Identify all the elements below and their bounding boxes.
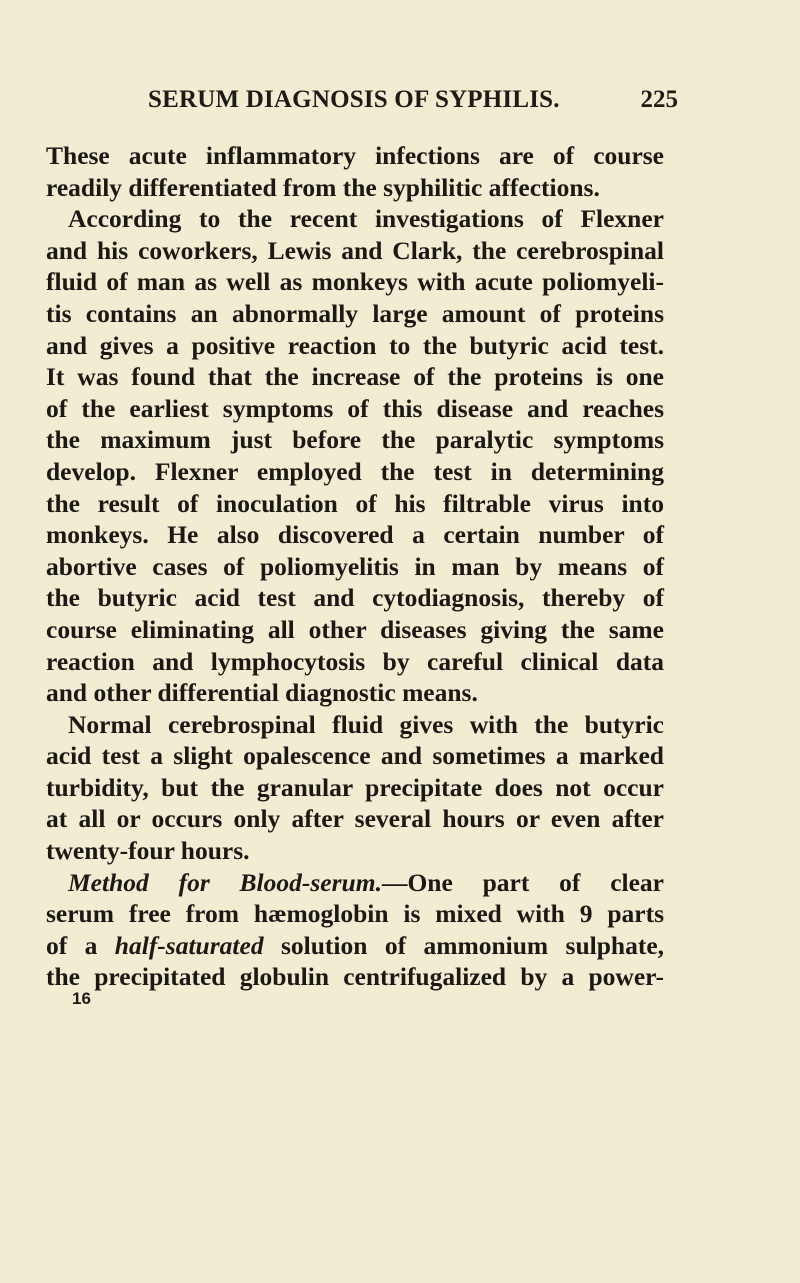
text-line: the precipitated globulin centrifugalized by a power-	[46, 962, 664, 992]
text-line: acid test a slight opalescence and sometimes a marked	[46, 741, 664, 771]
text-line: serum free from hæmoglobin is mixed with 9 parts	[46, 899, 664, 929]
text-line: According to the recent investigations of Flexner	[68, 204, 664, 234]
text-line: turbidity, but the granular precipitate does not occur	[46, 772, 664, 802]
text-line: twenty-four hours.	[46, 836, 250, 866]
text-line-method	[46, 867, 664, 899]
text-line: abortive cases of poliomyelitis in man by means of	[46, 551, 664, 581]
text-line: the butyric acid test and cytodiagnosis, thereby of	[46, 583, 664, 613]
italic-term: half-saturated	[114, 930, 264, 960]
text-line: readily differentiated from the syphilitic affections.	[46, 172, 600, 202]
method-continuation: —One part of clear	[381, 867, 664, 897]
text-line: course eliminating all other diseases giving the same	[46, 614, 664, 644]
running-header	[148, 86, 678, 122]
text-line: monkeys. He also discovered a certain number of	[46, 520, 664, 550]
text-line: the result of inoculation of his filtrable virus into	[46, 488, 664, 518]
running-title: SERUM DIAGNOSIS OF SYPHILIS.	[148, 86, 560, 113]
text-line: and other differential diagnostic means.	[46, 678, 478, 708]
text-line: and his coworkers, Lewis and Clark, the cerebrospinal	[46, 235, 664, 265]
text-line: of the earliest symptoms of this disease and reaches	[46, 393, 664, 423]
body-text	[46, 140, 664, 993]
text-fragment: of a	[46, 930, 98, 960]
text-line: These acute inflammatory infections are of course	[46, 141, 664, 170]
text-fragment: solution of ammonium sulphate,	[280, 930, 665, 960]
text-line: reaction and lymphocytosis by careful clinical data	[46, 646, 664, 676]
text-line: Normal cerebrospinal fluid gives with the butyric	[68, 709, 664, 739]
text-line: and gives a positive reaction to the butyric acid test.	[46, 330, 664, 360]
text-line: at all or occurs only after several hours or even after	[46, 804, 664, 834]
text-line-mixed	[46, 930, 664, 962]
text-line: tis contains an abnormally large amount of proteins	[46, 298, 664, 328]
method-heading: Method for Blood-serum.	[68, 867, 382, 897]
text-line: develop. Flexner employed the test in determining	[46, 456, 664, 486]
text-line: fluid of man as well as monkeys with acute poliomyeli-	[46, 267, 664, 297]
signature-mark: 16	[72, 989, 91, 1008]
text-line: It was found that the increase of the proteins is one	[46, 362, 664, 392]
text-line: the maximum just before the paralytic symptoms	[46, 425, 664, 455]
page-number: 225	[640, 86, 678, 113]
